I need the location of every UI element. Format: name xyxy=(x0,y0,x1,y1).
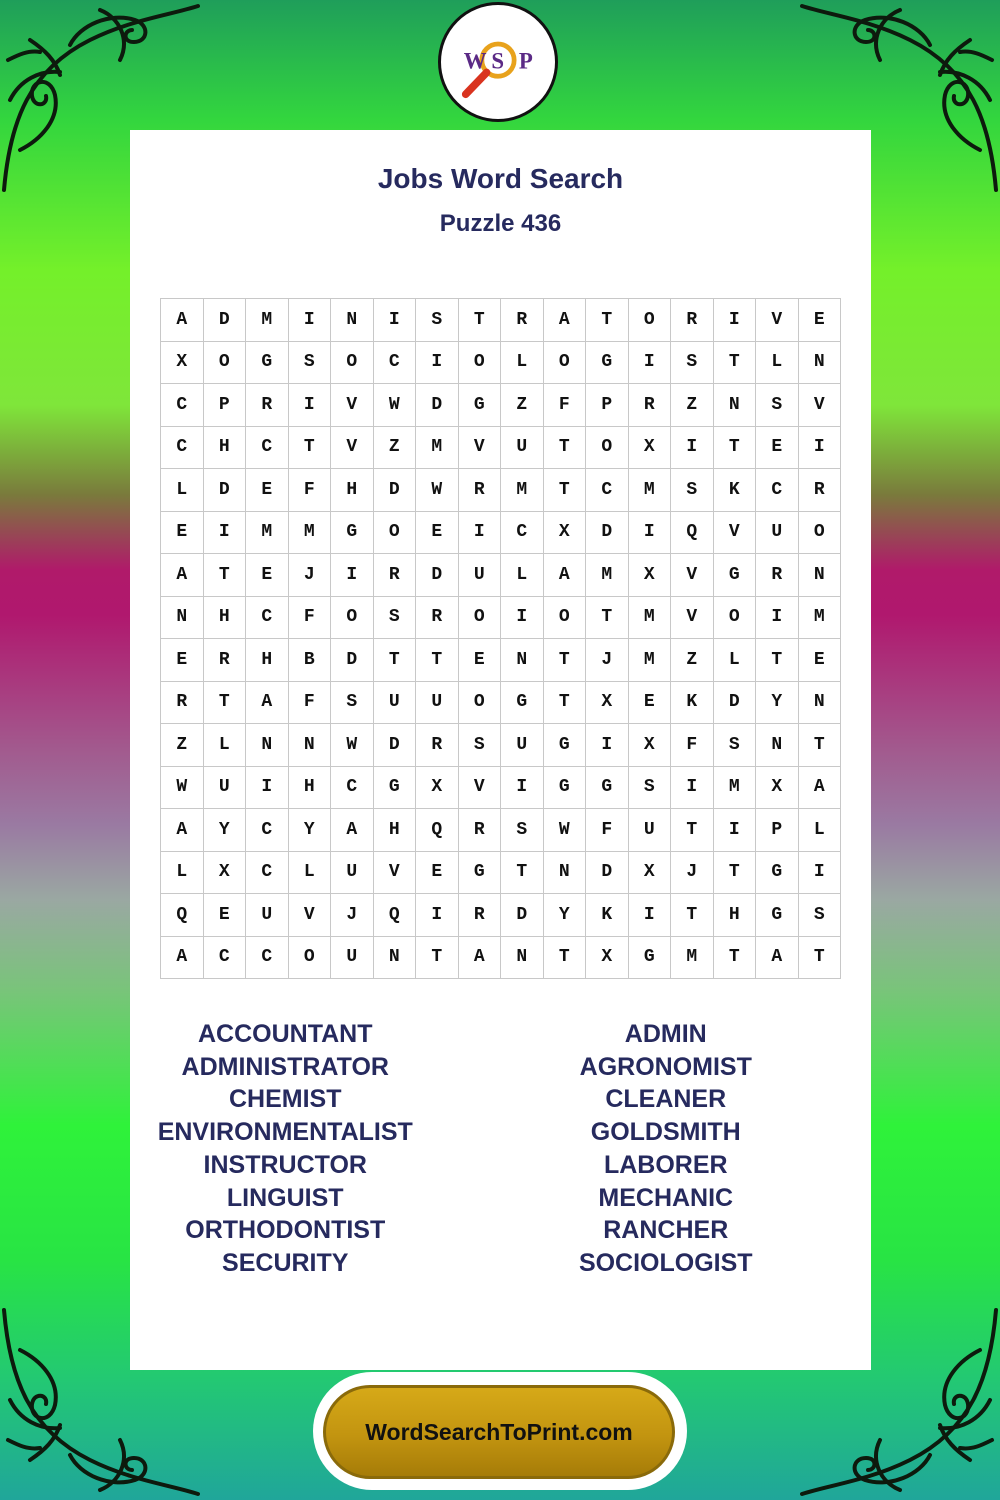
grid-cell[interactable]: R xyxy=(416,597,459,640)
grid-cell[interactable]: J xyxy=(586,639,629,682)
grid-cell[interactable]: G xyxy=(756,894,799,937)
grid-cell[interactable]: F xyxy=(289,597,332,640)
grid-cell[interactable]: C xyxy=(246,597,289,640)
grid-cell[interactable]: X xyxy=(586,682,629,725)
grid-cell[interactable]: T xyxy=(756,639,799,682)
grid-cell[interactable]: I xyxy=(331,554,374,597)
grid-cell[interactable]: E xyxy=(756,427,799,470)
grid-cell[interactable]: T xyxy=(714,342,757,385)
grid-cell[interactable]: H xyxy=(331,469,374,512)
grid-cell[interactable]: I xyxy=(416,342,459,385)
grid-cell[interactable]: H xyxy=(714,894,757,937)
grid-cell[interactable]: Q xyxy=(374,894,417,937)
grid-cell[interactable]: T xyxy=(544,937,587,980)
grid-cell[interactable]: L xyxy=(756,342,799,385)
grid-cell[interactable]: D xyxy=(714,682,757,725)
word-list-item: INSTRUCTOR xyxy=(203,1150,367,1179)
grid-cell[interactable]: V xyxy=(289,894,332,937)
grid-cell[interactable]: N xyxy=(374,937,417,980)
grid-cell[interactable]: M xyxy=(289,512,332,555)
grid-cell[interactable]: N xyxy=(714,384,757,427)
grid-cell[interactable]: T xyxy=(416,639,459,682)
grid-cell[interactable]: Q xyxy=(161,894,204,937)
grid-cell[interactable]: E xyxy=(629,682,672,725)
grid-cell[interactable]: U xyxy=(501,427,544,470)
grid-cell[interactable]: G xyxy=(544,724,587,767)
grid-cell[interactable]: Z xyxy=(671,384,714,427)
grid-cell[interactable]: O xyxy=(459,682,502,725)
grid-cell[interactable]: G xyxy=(586,767,629,810)
grid-cell[interactable]: Y xyxy=(289,809,332,852)
grid-cell[interactable]: H xyxy=(204,597,247,640)
puzzle-title: Jobs Word Search xyxy=(377,163,624,194)
logo-letter-w: W xyxy=(463,48,487,74)
grid-cell[interactable]: A xyxy=(459,937,502,980)
grid-cell[interactable]: L xyxy=(714,639,757,682)
grid-cell[interactable]: U xyxy=(331,937,374,980)
grid-cell[interactable]: I xyxy=(799,852,842,895)
grid-cell[interactable]: R xyxy=(629,384,672,427)
grid-cell[interactable]: G xyxy=(331,512,374,555)
word-list-item: ADMINISTRATOR xyxy=(181,1052,389,1081)
grid-cell[interactable]: T xyxy=(714,427,757,470)
grid-cell[interactable]: O xyxy=(544,597,587,640)
grid-cell[interactable]: T xyxy=(799,937,842,980)
grid-cell[interactable]: C xyxy=(246,809,289,852)
grid-cell[interactable]: C xyxy=(246,427,289,470)
word-list-left xyxy=(100,1018,471,1280)
grid-cell[interactable]: K xyxy=(714,469,757,512)
grid-cell[interactable]: V xyxy=(671,554,714,597)
grid-cell[interactable]: E xyxy=(161,639,204,682)
grid-cell[interactable]: N xyxy=(289,724,332,767)
grid-cell[interactable]: C xyxy=(161,427,204,470)
grid-cell[interactable]: F xyxy=(289,682,332,725)
grid-cell[interactable]: R xyxy=(501,299,544,342)
grid-cell[interactable]: I xyxy=(714,299,757,342)
grid-cell[interactable]: L xyxy=(799,809,842,852)
grid-cell[interactable]: V xyxy=(331,384,374,427)
grid-cell[interactable]: Q xyxy=(671,512,714,555)
grid-cell[interactable]: S xyxy=(459,724,502,767)
grid-cell[interactable]: D xyxy=(204,299,247,342)
word-list-item: LINGUIST xyxy=(226,1183,344,1212)
grid-cell[interactable]: M xyxy=(416,427,459,470)
grid-cell[interactable]: J xyxy=(289,554,332,597)
grid-cell[interactable]: I xyxy=(671,767,714,810)
grid-cell[interactable]: T xyxy=(459,299,502,342)
grid-cell[interactable]: I xyxy=(416,894,459,937)
grid-cell[interactable]: U xyxy=(629,809,672,852)
grid-cell[interactable]: P xyxy=(756,809,799,852)
grid-cell[interactable]: U xyxy=(416,682,459,725)
grid-cell[interactable]: T xyxy=(799,724,842,767)
grid-cell[interactable]: R xyxy=(416,724,459,767)
grid-cell[interactable]: J xyxy=(331,894,374,937)
grid-cell[interactable]: C xyxy=(501,512,544,555)
grid-cell[interactable]: A xyxy=(756,937,799,980)
grid-cell[interactable]: D xyxy=(374,469,417,512)
grid-cell[interactable]: R xyxy=(374,554,417,597)
grid-cell[interactable]: G xyxy=(501,682,544,725)
word-list xyxy=(130,1018,871,1280)
word-list-item: CLEANER xyxy=(605,1085,727,1114)
grid-cell[interactable]: I xyxy=(289,299,332,342)
grid-cell[interactable]: U xyxy=(331,852,374,895)
grid-cell[interactable]: R xyxy=(161,682,204,725)
grid-cell[interactable]: D xyxy=(586,512,629,555)
grid-cell[interactable]: I xyxy=(629,512,672,555)
grid-cell[interactable]: W xyxy=(416,469,459,512)
grid-cell[interactable]: A xyxy=(544,554,587,597)
grid-cell[interactable]: C xyxy=(756,469,799,512)
magnifier-handle-icon xyxy=(466,72,487,94)
grid-cell[interactable]: R xyxy=(756,554,799,597)
grid-cell[interactable]: M xyxy=(714,767,757,810)
grid-cell[interactable]: O xyxy=(204,342,247,385)
site-name[interactable]: WordSearchToPrint.com xyxy=(365,1418,633,1445)
grid-cell[interactable]: Z xyxy=(501,384,544,427)
grid-cell[interactable]: R xyxy=(459,809,502,852)
grid-cell[interactable]: Z xyxy=(161,724,204,767)
grid-cell[interactable]: D xyxy=(416,384,459,427)
grid-cell[interactable]: V xyxy=(374,852,417,895)
grid-cell[interactable]: U xyxy=(501,724,544,767)
grid-cell[interactable]: E xyxy=(416,852,459,895)
word-list-item: GOLDSMITH xyxy=(590,1118,741,1147)
grid-cell[interactable]: C xyxy=(246,852,289,895)
grid-cell[interactable]: X xyxy=(586,937,629,980)
grid-cell[interactable]: Z xyxy=(671,639,714,682)
grid-cell[interactable]: H xyxy=(374,809,417,852)
grid-cell[interactable]: V xyxy=(459,427,502,470)
grid-cell[interactable]: B xyxy=(289,639,332,682)
grid-cell[interactable]: N xyxy=(799,554,842,597)
grid-cell[interactable]: I xyxy=(459,512,502,555)
grid-cell[interactable]: A xyxy=(544,299,587,342)
footer-banner[interactable] xyxy=(323,1385,675,1479)
grid-cell[interactable]: X xyxy=(161,342,204,385)
grid-cell[interactable]: M xyxy=(799,597,842,640)
grid-cell[interactable]: X xyxy=(629,852,672,895)
grid-cell[interactable]: Q xyxy=(416,809,459,852)
grid-cell[interactable]: O xyxy=(586,427,629,470)
word-list-item: CHEMIST xyxy=(229,1085,342,1114)
grid-cell[interactable]: L xyxy=(501,554,544,597)
grid-cell[interactable]: S xyxy=(799,894,842,937)
grid-cell[interactable]: T xyxy=(544,682,587,725)
grid-cell[interactable]: O xyxy=(799,512,842,555)
grid-cell[interactable]: S xyxy=(671,469,714,512)
word-list-item: ENVIRONMENTALIST xyxy=(157,1118,413,1147)
grid-cell[interactable]: X xyxy=(629,427,672,470)
grid-cell[interactable]: I xyxy=(374,299,417,342)
grid-cell[interactable]: C xyxy=(246,937,289,980)
grid-cell[interactable]: M xyxy=(629,597,672,640)
grid-cell[interactable]: H xyxy=(289,767,332,810)
grid-cell[interactable]: I xyxy=(799,427,842,470)
grid-cell[interactable]: G xyxy=(756,852,799,895)
grid-cell[interactable]: K xyxy=(586,894,629,937)
grid-cell[interactable]: G xyxy=(246,342,289,385)
grid-cell[interactable]: A xyxy=(246,682,289,725)
grid-cell[interactable]: F xyxy=(671,724,714,767)
grid-cell[interactable]: T xyxy=(204,682,247,725)
word-list-item: ADMIN xyxy=(624,1020,707,1048)
grid-cell[interactable]: I xyxy=(671,427,714,470)
grid-cell[interactable]: P xyxy=(586,384,629,427)
grid-cell[interactable]: L xyxy=(161,469,204,512)
grid-cell[interactable]: W xyxy=(374,384,417,427)
grid-cell[interactable]: G xyxy=(374,767,417,810)
grid-cell[interactable]: G xyxy=(629,937,672,980)
grid-cell[interactable]: L xyxy=(289,852,332,895)
grid-cell[interactable]: N xyxy=(799,342,842,385)
grid-cell[interactable]: N xyxy=(756,724,799,767)
grid-cell[interactable]: R xyxy=(459,894,502,937)
grid-cell[interactable]: S xyxy=(671,342,714,385)
grid-cell[interactable]: N xyxy=(331,299,374,342)
grid-cell[interactable]: E xyxy=(161,512,204,555)
grid-cell[interactable]: L xyxy=(161,852,204,895)
grid-cell[interactable]: A xyxy=(331,809,374,852)
word-list-item: ACCOUNTANT xyxy=(197,1020,373,1048)
grid-cell[interactable]: I xyxy=(204,512,247,555)
grid-cell[interactable]: N xyxy=(501,639,544,682)
grid-cell[interactable]: A xyxy=(799,767,842,810)
grid-cell[interactable]: N xyxy=(544,852,587,895)
grid-cell[interactable]: T xyxy=(501,852,544,895)
grid-cell[interactable]: T xyxy=(204,554,247,597)
grid-cell[interactable]: S xyxy=(289,342,332,385)
grid-cell[interactable]: T xyxy=(671,894,714,937)
grid-cell[interactable]: R xyxy=(799,469,842,512)
grid-cell[interactable]: A xyxy=(161,937,204,980)
grid-cell[interactable]: E xyxy=(416,512,459,555)
grid-cell[interactable]: O xyxy=(714,597,757,640)
grid-cell[interactable]: U xyxy=(459,554,502,597)
grid-cell[interactable]: M xyxy=(671,937,714,980)
grid-cell[interactable]: P xyxy=(204,384,247,427)
grid-cell[interactable]: O xyxy=(331,597,374,640)
word-list-item: RANCHER xyxy=(603,1216,729,1245)
grid-cell[interactable]: V xyxy=(799,384,842,427)
puzzle-sheet xyxy=(130,130,871,1370)
grid-cell[interactable]: F xyxy=(544,384,587,427)
grid-cell[interactable]: L xyxy=(501,342,544,385)
word-list-item: AGRONOMIST xyxy=(579,1052,752,1081)
grid-cell[interactable]: U xyxy=(246,894,289,937)
grid-cell[interactable]: T xyxy=(586,299,629,342)
grid-cell[interactable]: M xyxy=(586,554,629,597)
grid-cell[interactable]: R xyxy=(459,469,502,512)
grid-cell[interactable]: M xyxy=(246,512,289,555)
grid-cell[interactable]: H xyxy=(246,639,289,682)
grid-cell[interactable]: A xyxy=(161,809,204,852)
word-list-item: MECHANIC xyxy=(598,1183,734,1212)
grid-cell[interactable]: K xyxy=(671,682,714,725)
grid-cell[interactable]: Z xyxy=(374,427,417,470)
word-list-item: SECURITY xyxy=(222,1248,349,1277)
grid-cell[interactable]: C xyxy=(204,937,247,980)
grid-cell[interactable]: X xyxy=(756,767,799,810)
grid-cell[interactable]: M xyxy=(629,639,672,682)
grid-cell[interactable]: X xyxy=(629,724,672,767)
grid-cell[interactable]: Y xyxy=(756,682,799,725)
grid-cell[interactable]: R xyxy=(246,384,289,427)
grid-cell[interactable]: M xyxy=(246,299,289,342)
logo-letter-s: S xyxy=(491,48,505,74)
grid-cell[interactable]: D xyxy=(331,639,374,682)
grid-cell[interactable]: U xyxy=(756,512,799,555)
grid-cell[interactable]: T xyxy=(289,427,332,470)
grid-cell[interactable]: H xyxy=(204,427,247,470)
grid-cell[interactable]: N xyxy=(246,724,289,767)
grid-cell[interactable]: X xyxy=(204,852,247,895)
grid-cell[interactable]: G xyxy=(544,767,587,810)
grid-cell[interactable]: N xyxy=(161,597,204,640)
grid-cell[interactable]: G xyxy=(586,342,629,385)
grid-cell[interactable]: E xyxy=(799,299,842,342)
grid-cell[interactable]: A xyxy=(161,299,204,342)
grid-cell[interactable]: C xyxy=(331,767,374,810)
puzzle-number: Puzzle 436 xyxy=(439,210,562,237)
grid-cell[interactable]: I xyxy=(501,597,544,640)
grid-cell[interactable]: N xyxy=(501,937,544,980)
grid-cell[interactable]: S xyxy=(714,724,757,767)
grid-cell[interactable]: O xyxy=(289,937,332,980)
word-list-item: LABORER xyxy=(603,1150,728,1179)
grid-cell[interactable]: T xyxy=(544,427,587,470)
grid-cell[interactable]: O xyxy=(374,512,417,555)
grid-cell[interactable]: E xyxy=(459,639,502,682)
grid-cell[interactable]: S xyxy=(416,299,459,342)
letter-grid[interactable] xyxy=(160,298,841,979)
grid-cell[interactable]: S xyxy=(374,597,417,640)
grid-cell[interactable]: O xyxy=(331,342,374,385)
grid-cell[interactable]: E xyxy=(246,554,289,597)
grid-cell[interactable]: V xyxy=(671,597,714,640)
grid-cell[interactable]: V xyxy=(331,427,374,470)
grid-cell[interactable]: C xyxy=(374,342,417,385)
grid-cell[interactable]: I xyxy=(246,767,289,810)
grid-cell[interactable]: S xyxy=(756,384,799,427)
word-list-right xyxy=(481,1018,852,1280)
grid-cell[interactable]: O xyxy=(459,342,502,385)
grid-cell[interactable]: Y xyxy=(204,809,247,852)
grid-cell[interactable]: X xyxy=(629,554,672,597)
grid-cell[interactable]: V xyxy=(459,767,502,810)
grid-cell[interactable]: T xyxy=(586,597,629,640)
grid-cell[interactable]: G xyxy=(714,554,757,597)
grid-cell[interactable]: I xyxy=(629,342,672,385)
grid-cell[interactable]: C xyxy=(161,384,204,427)
grid-cell[interactable]: E xyxy=(246,469,289,512)
grid-cell[interactable]: I xyxy=(586,724,629,767)
grid-cell[interactable]: O xyxy=(629,299,672,342)
grid-cell[interactable]: T xyxy=(416,937,459,980)
logo-letter-p: P xyxy=(518,48,533,74)
grid-cell[interactable]: D xyxy=(204,469,247,512)
grid-cell[interactable]: I xyxy=(714,809,757,852)
grid-cell[interactable]: Y xyxy=(544,894,587,937)
grid-cell[interactable]: F xyxy=(586,809,629,852)
grid-cell[interactable]: A xyxy=(161,554,204,597)
grid-cell[interactable]: U xyxy=(204,767,247,810)
grid-cell[interactable]: T xyxy=(714,937,757,980)
grid-cell[interactable]: S xyxy=(501,809,544,852)
grid-cell[interactable]: W xyxy=(161,767,204,810)
grid-cell[interactable]: E xyxy=(204,894,247,937)
grid-cell[interactable]: T xyxy=(714,852,757,895)
grid-cell[interactable]: W xyxy=(331,724,374,767)
grid-cell[interactable]: M xyxy=(501,469,544,512)
grid-cell[interactable]: F xyxy=(289,469,332,512)
grid-cell[interactable]: I xyxy=(756,597,799,640)
grid-cell[interactable]: W xyxy=(544,809,587,852)
grid-cell[interactable]: S xyxy=(331,682,374,725)
grid-cell[interactable]: R xyxy=(671,299,714,342)
grid-cell[interactable]: T xyxy=(374,639,417,682)
word-list-item: SOCIOLOGIST xyxy=(578,1248,753,1277)
grid-cell[interactable]: T xyxy=(671,809,714,852)
grid-cell[interactable]: L xyxy=(204,724,247,767)
grid-cell[interactable]: V xyxy=(714,512,757,555)
grid-cell[interactable]: X xyxy=(544,512,587,555)
grid-cell[interactable]: D xyxy=(501,894,544,937)
grid-cell[interactable]: C xyxy=(586,469,629,512)
grid-cell[interactable]: S xyxy=(629,767,672,810)
grid-cell[interactable]: D xyxy=(416,554,459,597)
word-list-item: ORTHODONTIST xyxy=(185,1216,386,1245)
grid-cell[interactable]: R xyxy=(204,639,247,682)
grid-cell[interactable]: T xyxy=(544,469,587,512)
grid-cell[interactable]: I xyxy=(629,894,672,937)
grid-cell[interactable]: G xyxy=(459,384,502,427)
grid-cell[interactable]: M xyxy=(629,469,672,512)
wsp-logo[interactable] xyxy=(438,2,558,122)
grid-cell[interactable]: U xyxy=(374,682,417,725)
grid-cell[interactable]: N xyxy=(799,682,842,725)
grid-cell[interactable]: E xyxy=(799,639,842,682)
grid-cell[interactable]: O xyxy=(459,597,502,640)
grid-cell[interactable]: J xyxy=(671,852,714,895)
grid-cell[interactable]: I xyxy=(289,384,332,427)
grid-cell[interactable]: I xyxy=(501,767,544,810)
grid-cell[interactable]: G xyxy=(459,852,502,895)
grid-cell[interactable]: T xyxy=(544,639,587,682)
grid-cell[interactable]: O xyxy=(544,342,587,385)
grid-cell[interactable]: V xyxy=(756,299,799,342)
grid-cell[interactable]: X xyxy=(416,767,459,810)
grid-cell[interactable]: D xyxy=(586,852,629,895)
grid-cell[interactable]: D xyxy=(374,724,417,767)
